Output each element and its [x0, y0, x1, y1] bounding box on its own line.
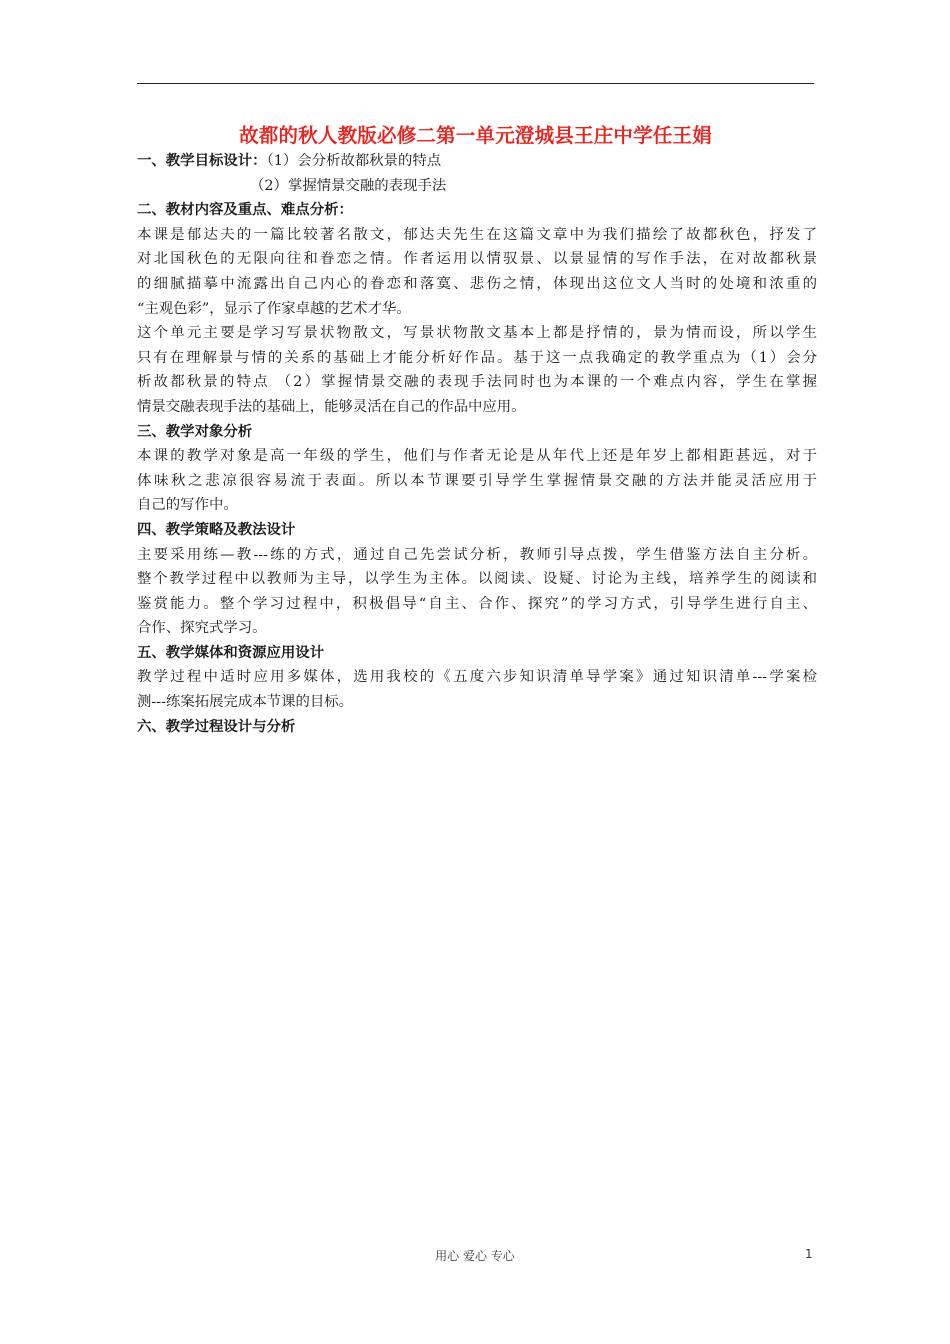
text-line: 析故都秋景的特点 （2）掌握情景交融的表现手法同时也为本课的一个难点内容，学生在掌握: [137, 374, 817, 391]
text-line: 整个教学过程中以教师为主导，以学生为主体。以阅读、设疑、讨论为主线，培养学生的阅读和: [137, 571, 817, 588]
document-title: 故都的秋人教版必修二第一单元澄城县王庄中学任王娟: [239, 124, 712, 147]
text-line: 教学过程中适时应用多媒体，选用我校的《五度六步知识清单导学案》通过知识清单---学案检: [137, 669, 817, 686]
paragraph: [137, 444, 817, 518]
paragraph: [137, 223, 817, 321]
footer-slogan: 用心 爱心 专心: [435, 1249, 515, 1263]
text-line: 本课的教学对象是高一年级的学生，他们与作者无论是从年代上还是年岁上都相距甚远，对于: [137, 448, 817, 465]
section-heading-media-design: 五、教学媒体和资源应用设计: [137, 644, 325, 661]
text-line: 本课是郁达夫的一篇比较著名散文，郁达夫先生在这篇文章中为我们描绘了故都秋色，抒发了: [137, 226, 817, 243]
paragraph: [137, 543, 817, 641]
section-heading-student-analysis: 三、教学对象分析: [137, 423, 253, 440]
goal-1: （1）会分析故都秋景的特点: [266, 153, 442, 169]
text-line: 只有在理解景与情的关系的基础上才能分析好作品。基于这一点我确定的教学重点为（1）会分: [137, 349, 817, 366]
text-line: 合作、探究式学习。: [137, 620, 267, 637]
text-line: 的细腻描摹中流露出自己内心的眷恋和落寞、悲伤之情，体现出这位文人当时的处境和浓重的: [137, 275, 817, 292]
paragraph: [137, 665, 817, 714]
heading-text: 一、教学目标设计：: [137, 153, 267, 169]
text-line: 这个单元主要是学习写景状物散文，写景状物散文基本上都是抒情的，景为情而设，所以学生: [137, 325, 817, 342]
section-heading-content-analysis: 二、教材内容及重点、难点分析：: [137, 202, 353, 219]
text-line: 自己的写作中。: [137, 497, 238, 514]
paragraph: [137, 321, 817, 419]
document-body: [137, 149, 817, 739]
text-line: 主要采用练—教---练的方式，通过自己先尝试分析，教师引导点拨，学生借鉴方法自主分析。: [137, 546, 817, 563]
text-line: 鉴赏能力。整个学习过程中，积极倡导“自主、合作、探究”的学习方式，引导学生进行自主、: [137, 595, 817, 612]
text-line: 对北国秋色的无限向往和眷恋之情。作者运用以情驭景、以景显情的写作手法，在对故都秋景: [137, 251, 817, 268]
goal-2: （2）掌握情景交融的表现手法: [250, 177, 447, 194]
section-heading-teaching-goals: [137, 149, 817, 174]
text-line: 体味秋之悲凉很容易流于表面。所以本节课要引导学生掌握情景交融的方法并能灵活应用于: [137, 472, 817, 489]
text-line: “主观色彩”，显示了作家卓越的艺术才华。: [137, 300, 411, 317]
header-rule: [137, 83, 814, 84]
section-heading-process-design: 六、教学过程设计与分析: [137, 718, 296, 735]
page-number: 1: [805, 1247, 813, 1261]
text-line: 情景交融表现手法的基础上，能够灵活在自己的作品中应用。: [137, 398, 526, 415]
section-heading-teaching-strategy: 四、教学策略及教法设计: [137, 521, 296, 538]
text-line: 测---练案拓展完成本节课的目标。: [137, 694, 354, 711]
